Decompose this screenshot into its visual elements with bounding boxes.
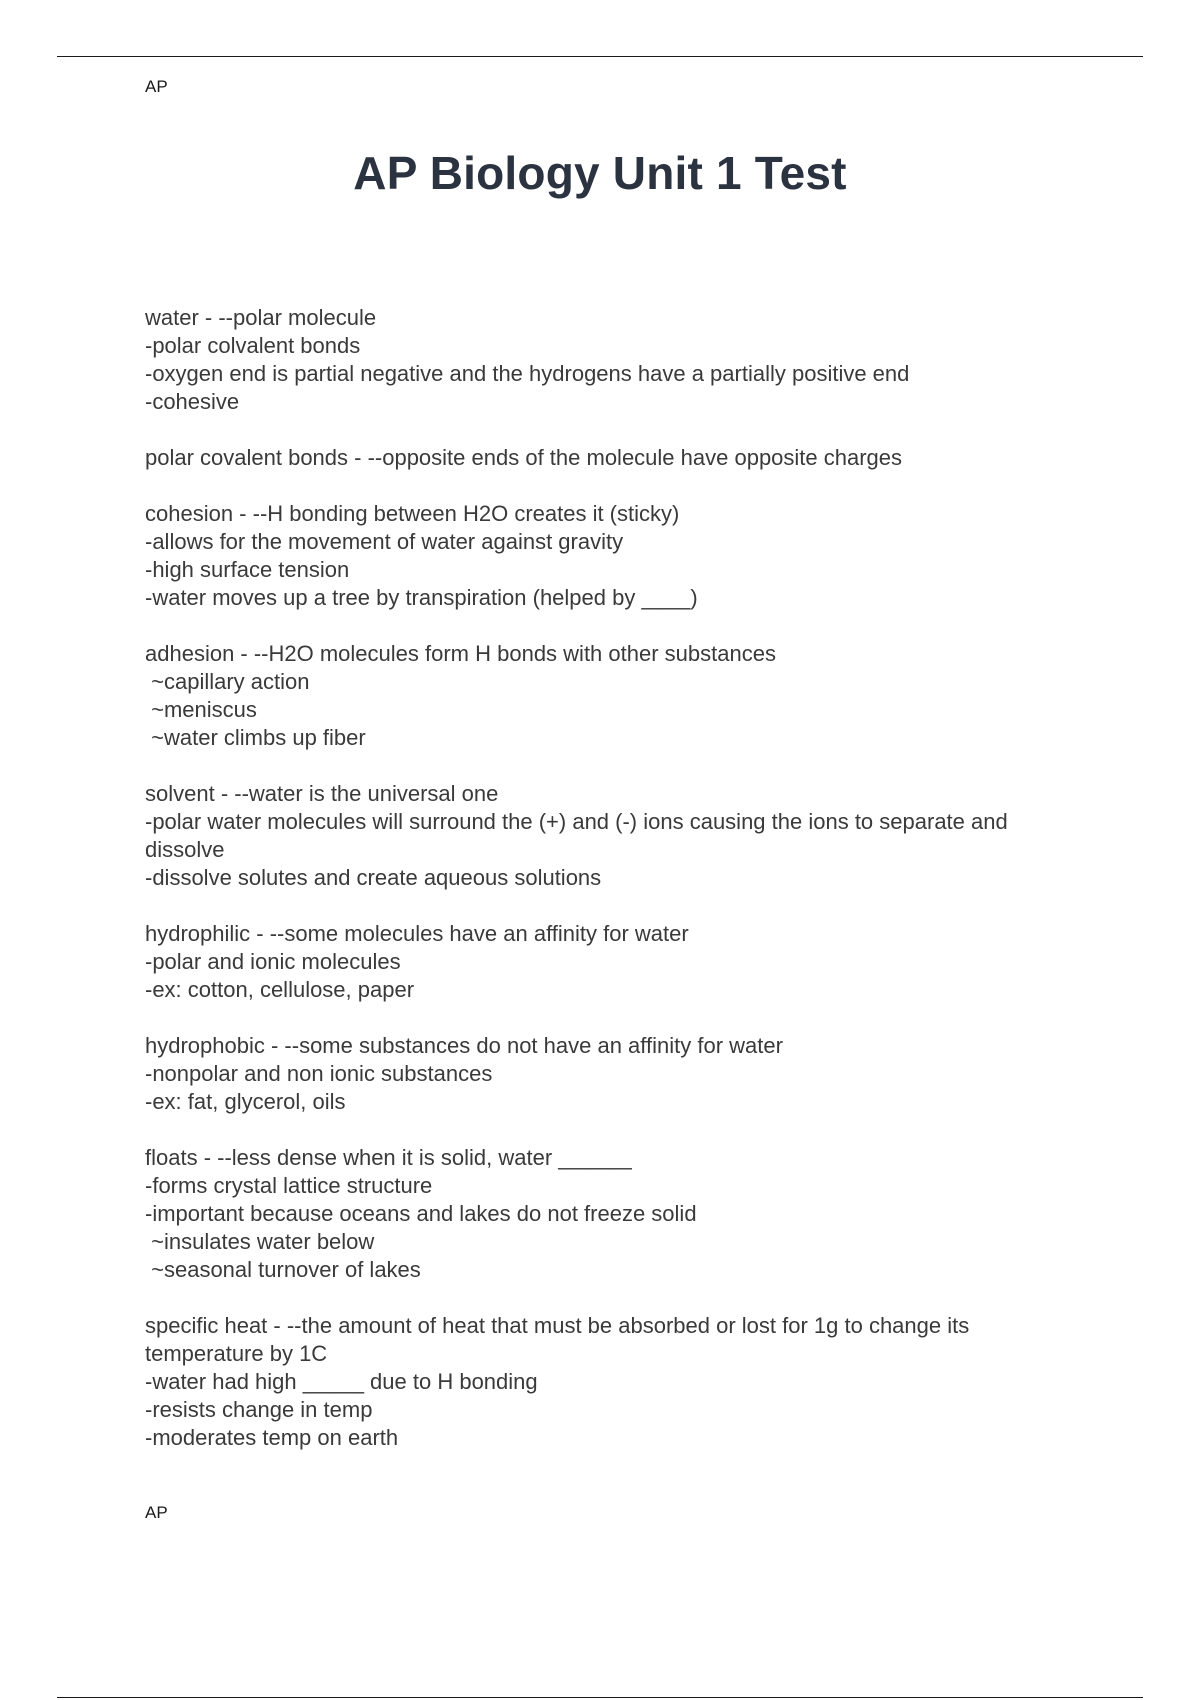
flashcard-entry [145,640,1075,752]
detail-line: ~insulates water below [145,1229,375,1254]
term-definition-line: floats - --less dense when it is solid, water ______ [145,1145,632,1170]
term-definition-line: hydrophilic - --some molecules have an affinity for water [145,921,689,946]
detail-line: -polar and ionic molecules [145,949,401,974]
detail-line: -water had high _____ due to H bonding [145,1369,538,1394]
flashcard-entry [145,780,1075,892]
detail-line: -nonpolar and non ionic substances [145,1061,493,1086]
detail-line: ~capillary action [145,669,310,694]
flashcard-entry [145,304,1075,416]
detail-line: -oxygen end is partial negative and the hydrogens have a partially positive end [145,361,910,386]
detail-line: -dissolve solutes and create aqueous solutions [145,865,602,890]
document-title: AP Biology Unit 1 Test [353,147,847,199]
term-definition-line: cohesion - --H bonding between H2O creates it (sticky) [145,501,680,526]
detail-line: -moderates temp on earth [145,1425,399,1450]
detail-line: -ex: fat, glycerol, oils [145,1089,346,1114]
detail-line: ~water climbs up fiber [145,725,366,750]
flashcard-entry [145,444,1075,472]
detail-line: -polar water molecules will surround the (+) and (-) ions causing the ions to separate and dissolve [145,809,1014,862]
detail-line: ~meniscus [145,697,257,722]
term-definition-line: water - --polar molecule [145,305,377,330]
detail-line: -resists change in temp [145,1397,373,1422]
detail-line: -cohesive [145,389,240,414]
term-definition-line: hydrophobic - --some substances do not have an affinity for water [145,1033,783,1058]
term-definition-line: adhesion - --H2O molecules form H bonds with other substances [145,641,776,666]
top-rule [57,56,1143,57]
flashcard-entry [145,1144,1075,1284]
detail-line: -forms crystal lattice structure [145,1173,433,1198]
flashcard-entry [145,500,1075,612]
term-definition-line: solvent - --water is the universal one [145,781,499,806]
detail-line: -water moves up a tree by transpiration (helped by ____) [145,585,698,610]
detail-line: -important because oceans and lakes do not freeze solid [145,1201,697,1226]
detail-line: -polar colvalent bonds [145,333,361,358]
detail-line: -ex: cotton, cellulose, paper [145,977,415,1002]
term-definition-line: polar covalent bonds - --opposite ends of the molecule have opposite charges [145,445,903,470]
detail-line: -allows for the movement of water against gravity [145,529,624,554]
detail-line: -high surface tension [145,557,350,582]
flashcard-entry [145,1312,1075,1452]
bottom-rule [57,1697,1143,1698]
flashcard-list [145,304,1075,1480]
flashcard-entry [145,1032,1075,1116]
page-header-label: AP [145,77,168,96]
flashcard-entry [145,920,1075,1004]
term-definition-line: specific heat - --the amount of heat that must be absorbed or lost for 1g to change its temperature by 1C [145,1313,976,1366]
page-footer-label: AP [145,1503,168,1522]
detail-line: ~seasonal turnover of lakes [145,1257,421,1282]
